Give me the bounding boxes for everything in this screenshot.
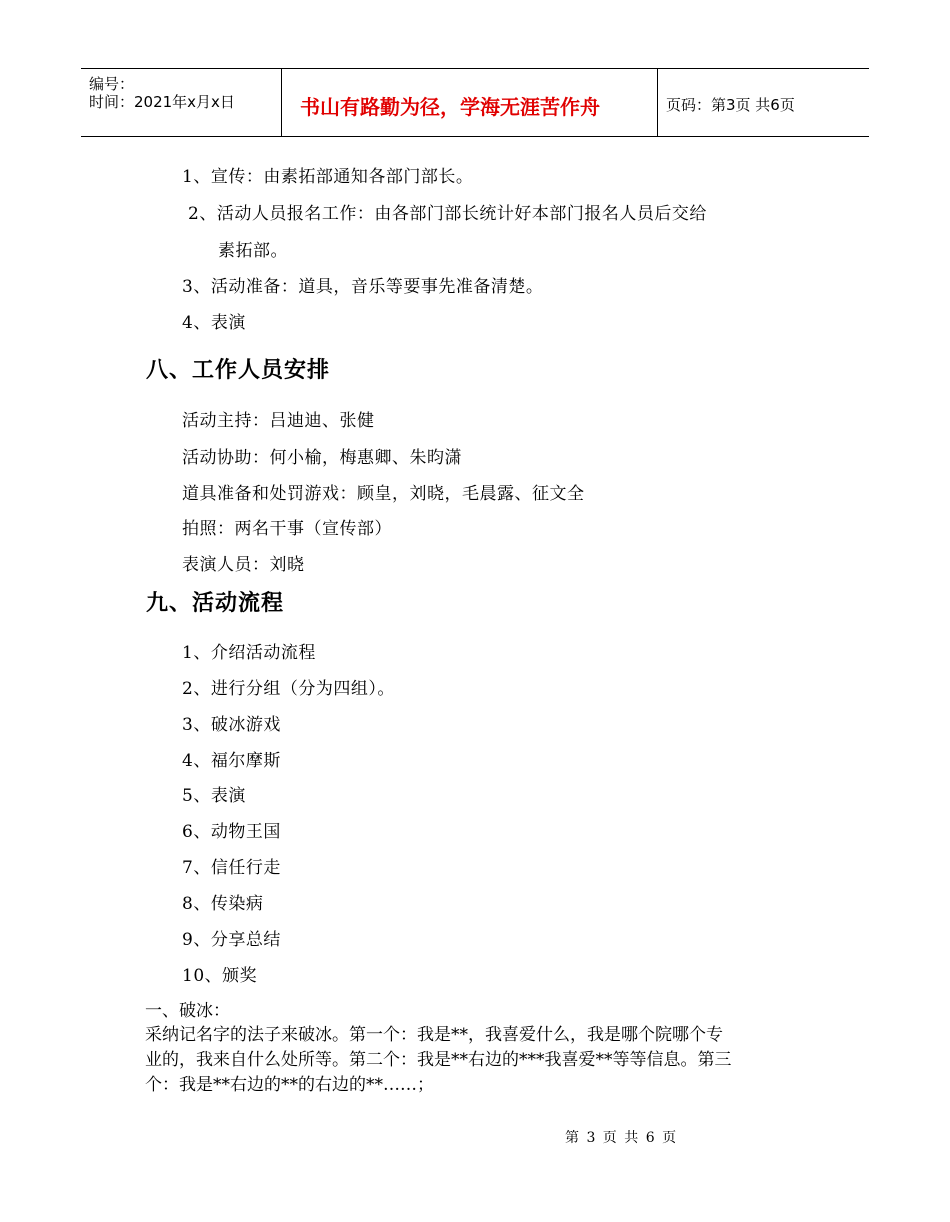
section-heading: 八、工作人员安排 xyxy=(146,358,331,383)
page-footer: 第 3 页 共 6 页 xyxy=(565,1130,677,1146)
prep-step: 1、宣传：由素拓部通知各部门部长。 xyxy=(182,167,474,187)
flow-step: 5、表演 xyxy=(182,786,246,806)
subsection-title: 一、破冰： xyxy=(145,1001,230,1021)
flow-step: 7、信任行走 xyxy=(182,858,281,878)
staff-line: 表演人员：刘晓 xyxy=(182,555,305,575)
prep-step: 4、表演 xyxy=(182,313,246,333)
flow-step: 4、福尔摩斯 xyxy=(182,751,281,771)
flow-step: 2、进行分组（分为四组）。 xyxy=(182,679,395,699)
paragraph-line: 采纳记名字的法子来破冰。第一个：我是**，我喜爱什么，我是哪个院哪个专 xyxy=(145,1025,723,1045)
page-header xyxy=(81,68,869,137)
section-heading: 九、活动流程 xyxy=(146,591,285,616)
page-info: 页码：第3页 共6页 xyxy=(666,96,795,114)
header-motto-cell xyxy=(282,69,658,136)
flow-step: 8、传染病 xyxy=(182,894,264,914)
header-info-cell xyxy=(81,69,282,136)
prep-step: 3、活动准备：道具，音乐等要事先准备清楚。 xyxy=(182,277,544,297)
flow-step: 3、破冰游戏 xyxy=(182,715,281,735)
prep-step-continuation: 素拓部。 xyxy=(218,241,288,261)
header-page-cell xyxy=(659,69,869,136)
prep-step: 2、活动人员报名工作：由各部门部长统计好本部门报名人员后交给 xyxy=(188,204,707,224)
time-label: 时间：2021年x月x日 xyxy=(89,93,235,111)
paragraph-line: 业的，我来自什么处所等。第二个：我是**右边的***我喜爱**等等信息。第三 xyxy=(145,1050,732,1070)
motto: 书山有路勤为径，学海无涯苦作舟 xyxy=(300,95,600,119)
staff-line: 拍照：两名干事（宣传部） xyxy=(182,519,392,539)
staff-line: 道具准备和处罚游戏：顾皇，刘晓，毛晨露、征文全 xyxy=(182,484,585,504)
paragraph-line: 个：我是**右边的**的右边的**……； xyxy=(145,1075,434,1095)
staff-line: 活动主持：吕迪迪、张健 xyxy=(182,411,375,431)
flow-step: 6、动物王国 xyxy=(182,822,281,842)
flow-step: 10、颁奖 xyxy=(182,966,258,986)
staff-line: 活动协助：何小榆，梅惠卿、朱昀潇 xyxy=(182,448,462,468)
number-label: 编号： xyxy=(89,75,135,93)
flow-step: 1、介绍活动流程 xyxy=(182,643,316,663)
flow-step: 9、分享总结 xyxy=(182,930,281,950)
